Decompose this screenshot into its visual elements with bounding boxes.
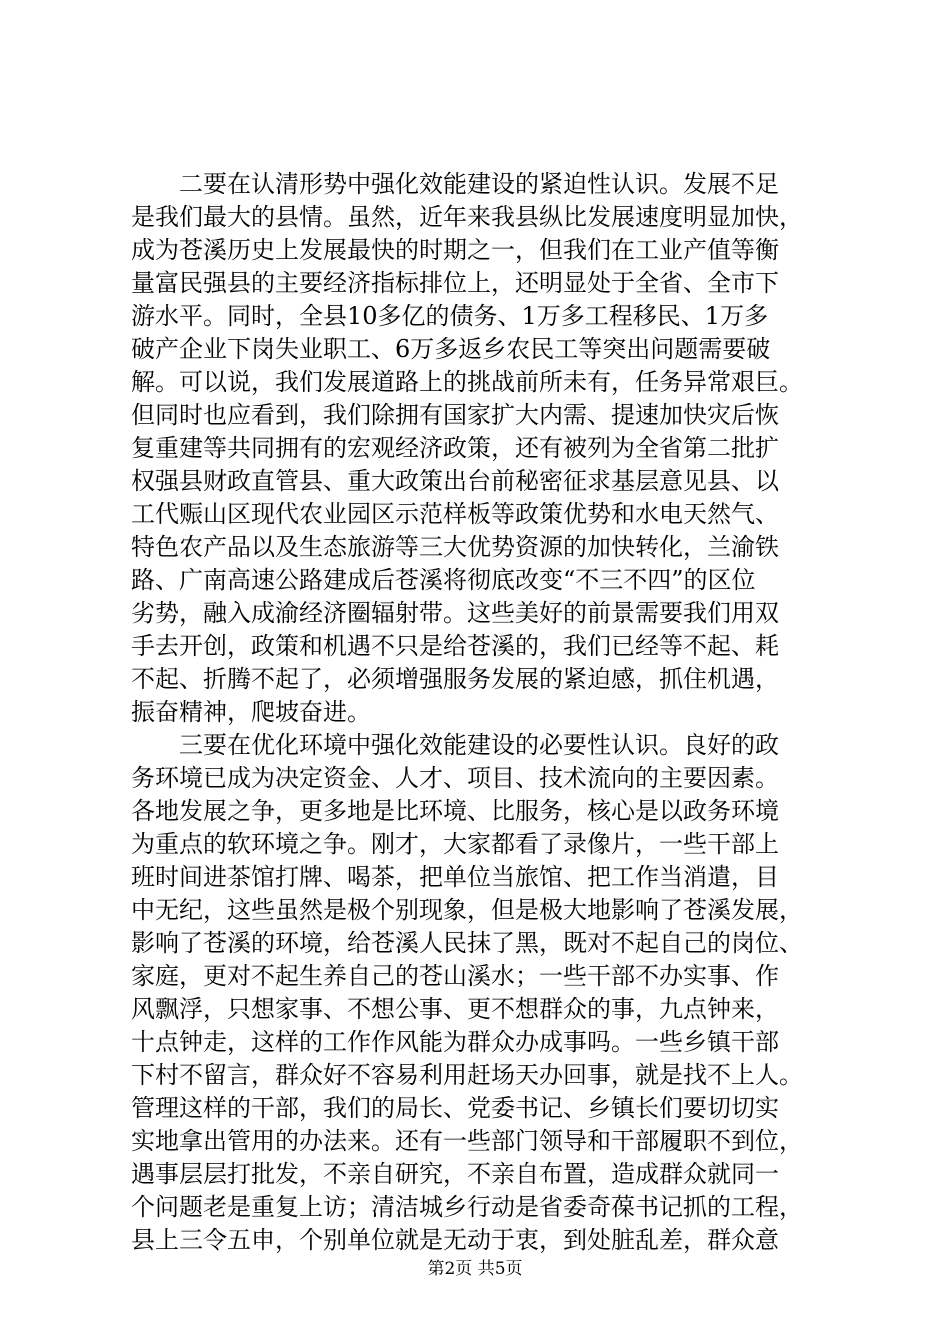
document-text-line: 路、广南高速公路建成后苍溪将彻底改变“不三不四”的区位: [131, 566, 756, 594]
document-body: [131, 168, 851, 1257]
document-text-line: 劣势，融入成渝经济圈辐射带。这些美好的前景需要我们用双: [131, 599, 779, 627]
document-text-line: 解。可以说，我们发展道路上的挑战前所未有，任务异常艰巨。: [131, 368, 803, 396]
document-text-line: 但同时也应看到，我们除拥有国家扩大内需、提速加快灾后恢: [131, 401, 779, 429]
document-text-line: 是我们最大的县情。虽然，近年来我县纵比发展速度明显加快，: [131, 203, 803, 231]
document-text-line: 游水平。同时，全县10多亿的债务、1万多工程移民、1万多: [131, 302, 769, 330]
document-text-line: 下村不留言，群众好不容易利用赶场天办回事，就是找不上人。: [131, 1061, 803, 1089]
document-text-line: 家庭，更对不起生养自己的苍山溪水；一些干部不办实事、作: [131, 962, 779, 990]
document-text-line: 复重建等共同拥有的宏观经济政策，还有被列为全省第二批扩: [131, 434, 779, 462]
document-text-line: 手去开创，政策和机遇不只是给苍溪的，我们已经等不起、耗: [131, 632, 779, 660]
document-text-line: 成为苍溪历史上发展最快的时期之一，但我们在工业产值等衡: [131, 236, 779, 264]
document-text-line: 十点钟走，这样的工作作风能为群众办成事吗。一些乡镇干部: [131, 1028, 779, 1056]
document-text-line: 务环境已成为决定资金、人才、项目、技术流向的主要因素。: [131, 764, 779, 792]
document-text-line: 班时间进茶馆打牌、喝茶，把单位当旅馆、把工作当消遣，目: [131, 863, 779, 891]
document-text-line: 各地发展之争，更多地是比环境、比服务，核心是以政务环境: [131, 797, 779, 825]
document-text-line: 影响了苍溪的环境，给苍溪人民抹了黑，既对不起自己的岗位、: [131, 929, 803, 957]
document-text-line: 工代赈山区现代农业园区示范样板等政策优势和水电天然气、: [131, 500, 779, 528]
document-text-line: 管理这样的干部，我们的局长、党委书记、乡镇长们要切切实: [131, 1094, 779, 1122]
document-text-line: 中无纪，这些虽然是极个别现象，但是极大地影响了苍溪发展，: [131, 896, 803, 924]
document-text-line: 三要在优化环境中强化效能建设的必要性认识。良好的政: [179, 731, 779, 759]
page-footer: 第2页 共5页: [427, 1259, 523, 1279]
document-text-line: 风飘浮，只想家事、不想公事、更不想群众的事，九点钟来，: [131, 995, 779, 1023]
document-text-line: 破产企业下岗失业职工、6万多返乡农民工等突出问题需要破: [131, 335, 771, 363]
document-text-line: 不起、折腾不起了，必须增强服务发展的紧迫感，抓住机遇，: [131, 665, 779, 693]
document-text-line: 遇事层层打批发，不亲自研究，不亲自布置，造成群众就同一: [131, 1160, 779, 1188]
document-text-line: 权强县财政直管县、重大政策出台前秘密征求基层意见县、以: [131, 467, 779, 495]
document-text-line: 实地拿出管用的办法来。还有一些部门领导和干部履职不到位，: [131, 1127, 803, 1155]
document-text-line: 为重点的软环境之争。刚才，大家都看了录像片，一些干部上: [131, 830, 779, 858]
document-text-line: 量富民强县的主要经济指标排位上，还明显处于全省、全市下: [131, 269, 779, 297]
document-text-line: 二要在认清形势中强化效能建设的紧迫性认识。发展不足: [179, 170, 779, 198]
document-text-line: 特色农产品以及生态旅游等三大优势资源的加快转化，兰渝铁: [131, 533, 779, 561]
document-text-line: 个问题老是重复上访；清洁城乡行动是省委奇葆书记抓的工程，: [131, 1193, 803, 1221]
document-text-line: 振奋精神，爬坡奋进。: [131, 698, 371, 726]
document-text-line: 县上三令五申，个别单位就是无动于衷，到处脏乱差，群众意: [131, 1226, 779, 1254]
